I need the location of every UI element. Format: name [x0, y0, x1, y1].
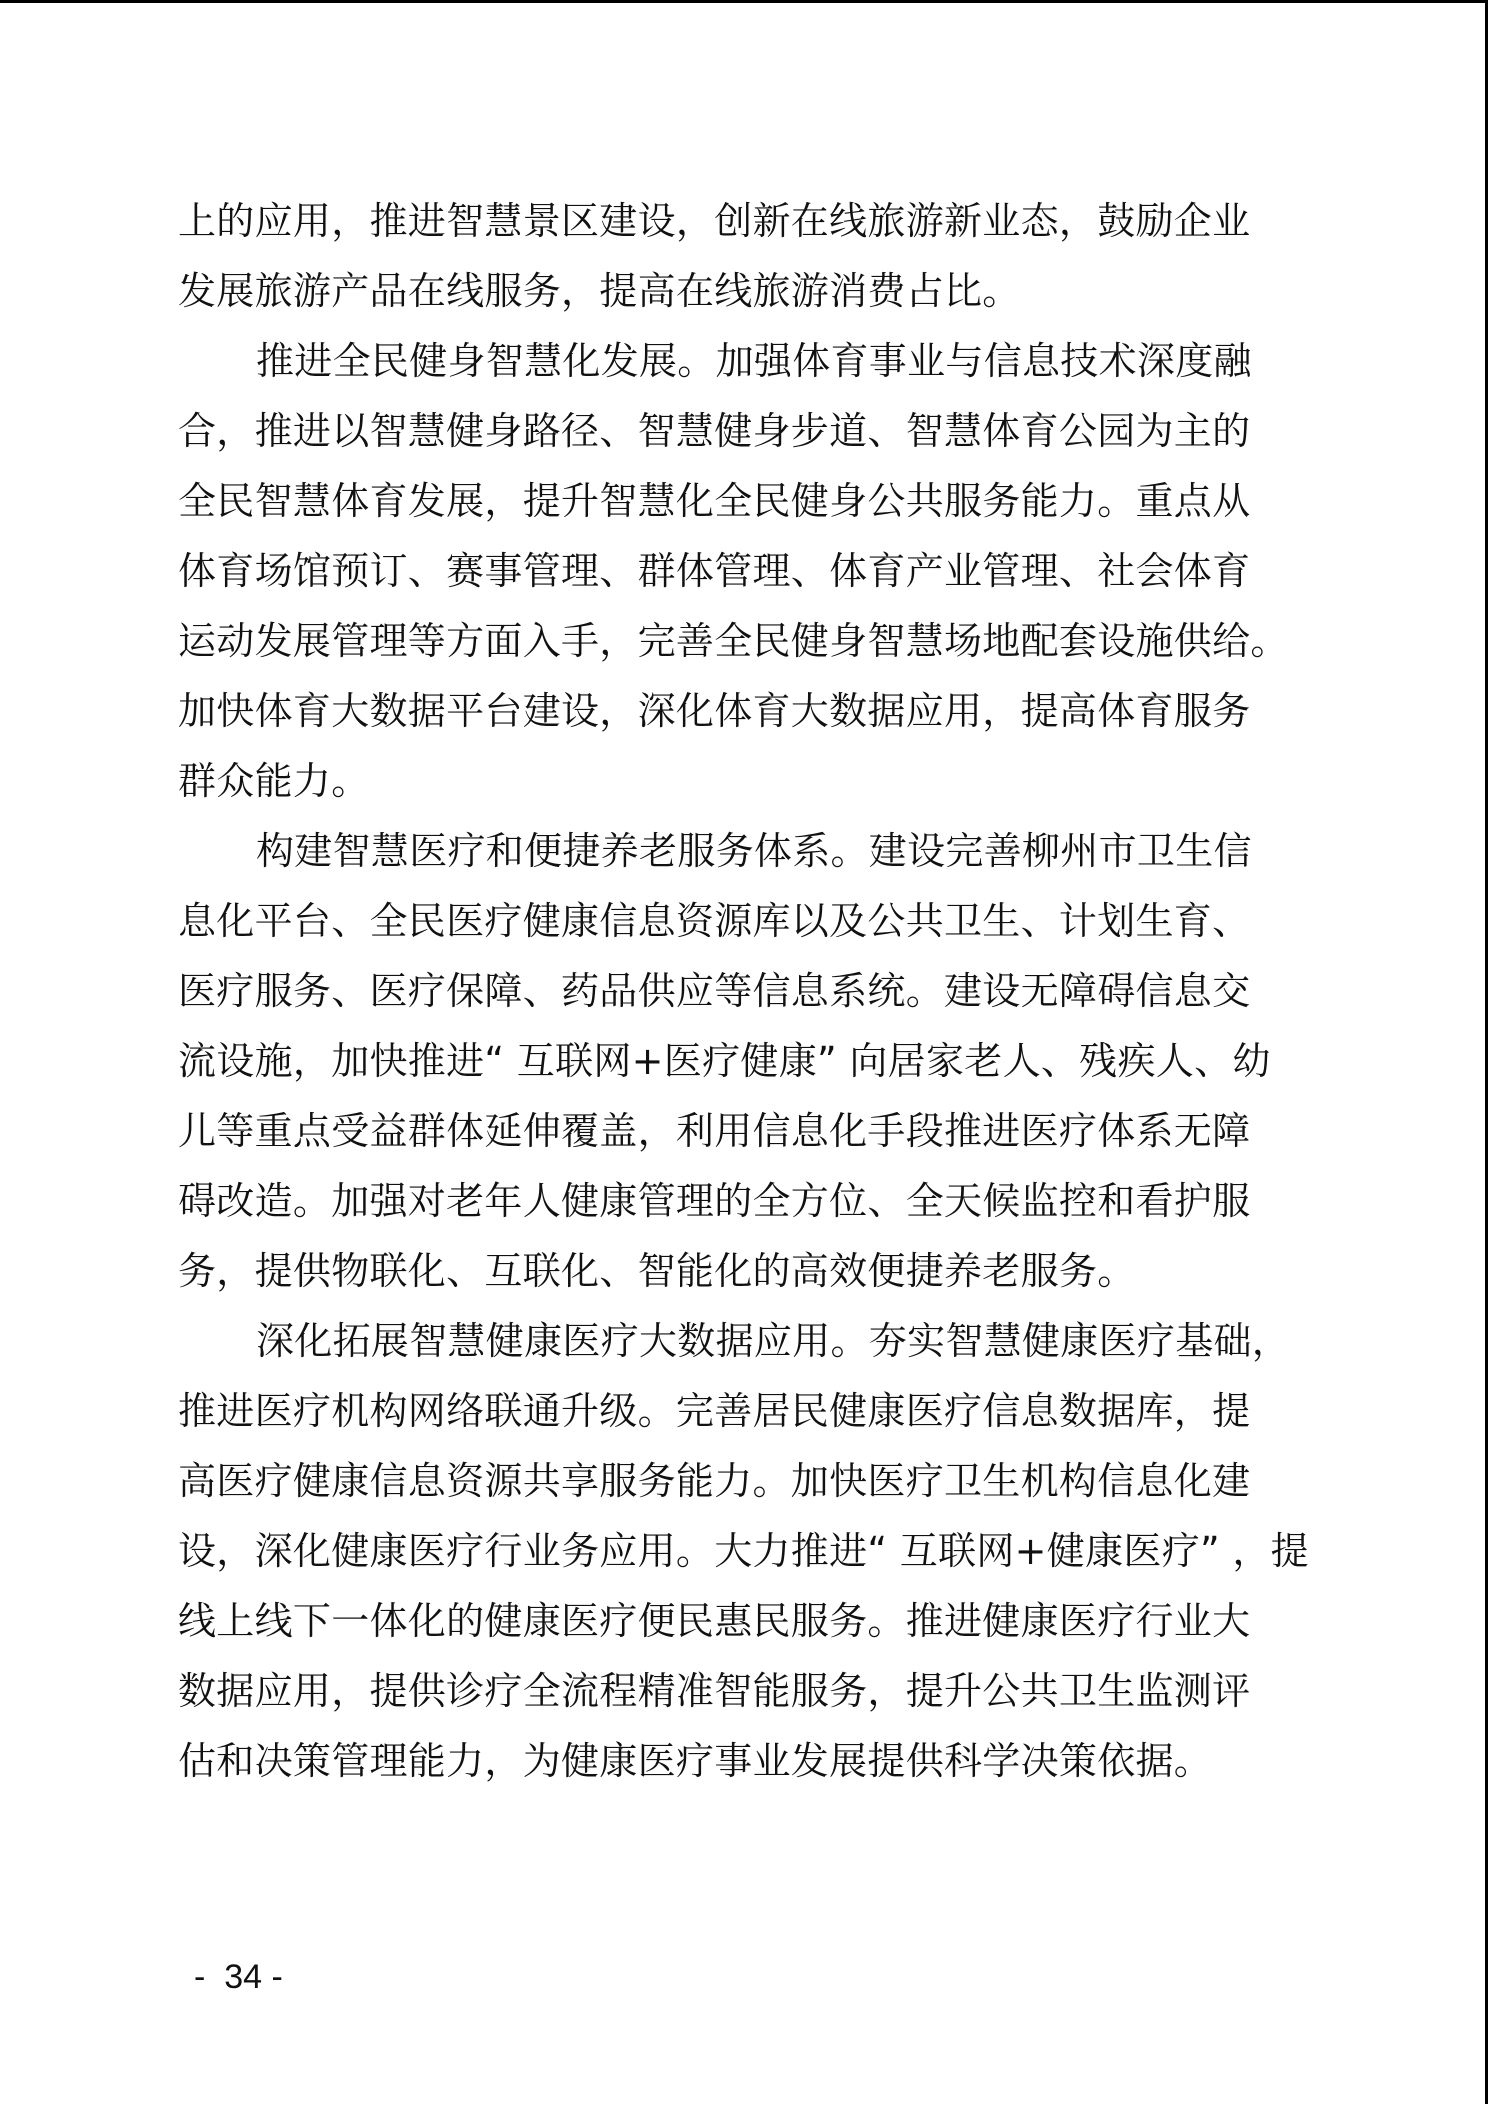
text-line: 全民智慧体育发展，提升智慧化全民健身公共服务能力。重点从	[178, 479, 1251, 523]
text-line: 务，提供物联化、互联化、智能化的高效便捷养老服务。	[178, 1249, 1136, 1293]
text-line: 加快体育大数据平台建设，深化体育大数据应用，提高体育服务	[178, 689, 1251, 733]
page-number: - 34 -	[194, 1958, 283, 1996]
text-line: 线上线下一体化的健康医疗便民惠民服务。推进健康医疗行业大	[178, 1599, 1251, 1643]
text-line: 估和决策管理能力，为健康医疗事业发展提供科学决策依据。	[178, 1739, 1213, 1783]
text-line: 推进医疗机构网络联通升级。完善居民健康医疗信息数据库，提	[178, 1389, 1251, 1433]
text-line: 流设施，加快推进“ 互联网+医疗健康” 向居家老人、残疾人、幼	[178, 1039, 1271, 1083]
text-line: 高医疗健康信息资源共享服务能力。加快医疗卫生机构信息化建	[178, 1459, 1251, 1503]
text-line: 息化平台、全民医疗健康信息资源库以及公共卫生、计划生育、	[178, 899, 1251, 943]
text-line: 设，深化健康医疗行业务应用。大力推进“ 互联网+健康医疗” ，提	[178, 1529, 1309, 1573]
paragraph-heading-line: 构建智慧医疗和便捷养老服务体系。建设完善柳州市卫生信	[256, 829, 1252, 873]
text-line: 医疗服务、医疗保障、药品供应等信息系统。建设无障碍信息交	[178, 969, 1251, 1013]
text-line: 上的应用，推进智慧景区建设，创新在线旅游新业态，鼓励企业	[178, 199, 1251, 243]
page-top-border	[0, 0, 1488, 3]
text-line: 运动发展管理等方面入手，完善全民健身智慧场地配套设施供给。	[178, 619, 1289, 663]
text-line: 儿等重点受益群体延伸覆盖，利用信息化手段推进医疗体系无障	[178, 1109, 1251, 1153]
text-line: 合，推进以智慧健身路径、智慧健身步道、智慧体育公园为主的	[178, 409, 1251, 453]
text-line: 发展旅游产品在线服务，提高在线旅游消费占比。	[178, 269, 1021, 313]
text-line: 群众能力。	[178, 759, 370, 803]
paragraph-heading-line: 深化拓展智慧健康医疗大数据应用。夯实智慧健康医疗基础，	[256, 1319, 1291, 1363]
text-line: 数据应用，提供诊疗全流程精准智能服务，提升公共卫生监测评	[178, 1669, 1251, 1713]
text-line: 体育场馆预订、赛事管理、群体管理、体育产业管理、社会体育	[178, 549, 1251, 593]
text-line: 碍改造。加强对老年人健康管理的全方位、全天候监控和看护服	[178, 1179, 1251, 1223]
paragraph-heading-line: 推进全民健身智慧化发展。加强体育事业与信息技术深度融	[256, 339, 1252, 383]
